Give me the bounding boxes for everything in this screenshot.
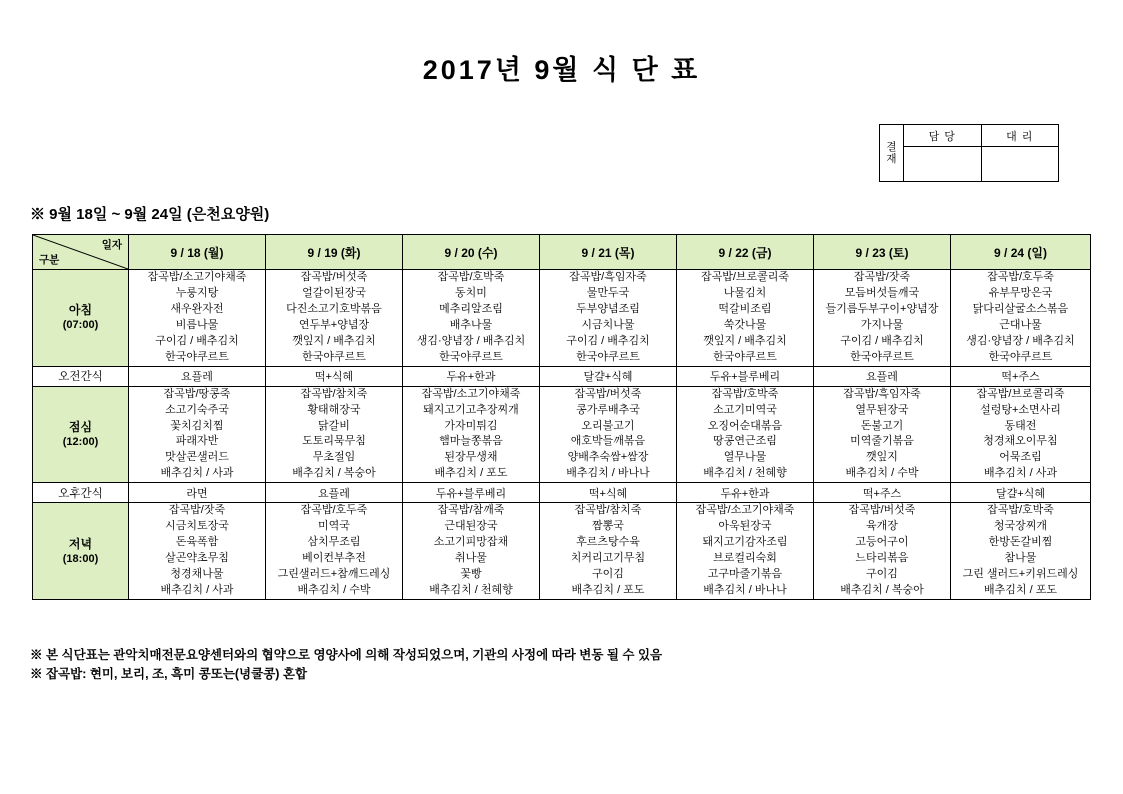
meal-cell-breakfast-2 — [266, 270, 403, 367]
row-label-lunch-name: 점심 — [68, 419, 93, 434]
row-label-breakfast-name: 아침 — [68, 303, 93, 318]
menu-item: 돼지고기감자조림 — [702, 536, 788, 549]
snack-cell-morning-4: 달걀+식혜 — [540, 366, 677, 386]
menu-item: 배추김치 / 포도 — [984, 583, 1057, 596]
menu-item: 새우완자전 — [170, 302, 224, 315]
menu-item: 잡곡밥/브로콜리죽 — [976, 387, 1065, 400]
menu-item: 들기름두부구이+양념장 — [825, 302, 939, 315]
menu-item: 잡곡밥/소고기야채죽 — [147, 271, 247, 283]
menu-item: 배추김치 / 포도 — [571, 583, 645, 596]
weekly-menu-table — [32, 234, 1091, 600]
menu-item: 시금치나물 — [581, 318, 635, 331]
menu-item: 가자미튀김 — [444, 419, 498, 432]
menu-item: 물만두국 — [586, 286, 630, 299]
menu-item: 다진소고기호박볶음 — [286, 302, 382, 315]
menu-item: 잡곡밥/땅콩죽 — [163, 387, 231, 400]
table-corner-cell — [33, 235, 129, 270]
row-label-dinner-name: 저녁 — [68, 536, 93, 551]
menu-item: 한국야쿠르트 — [439, 350, 503, 363]
meal-cell-breakfast-3 — [403, 270, 540, 367]
menu-item: 열무된장국 — [855, 403, 909, 416]
menu-item: 한국야쿠르트 — [302, 350, 366, 363]
approval-column-deputy — [981, 125, 1059, 181]
menu-item: 치커리고기무침 — [570, 552, 646, 565]
menu-item: 느타리볶음 — [855, 552, 909, 565]
menu-item: 동치미 — [455, 286, 487, 299]
menu-item: 맛살콘샐러드 — [165, 451, 229, 464]
menu-item: 그린샐러드+참깨드레싱 — [277, 568, 391, 580]
menu-item: 배추김치 / 바나나 — [703, 583, 787, 596]
snack-cell-afternoon-4: 떡+식혜 — [540, 483, 677, 503]
meal-cell-lunch-1 — [129, 386, 266, 483]
menu-item: 배추김치 / 사과 — [160, 467, 234, 480]
menu-item: 잡곡밥/호두죽 — [987, 271, 1054, 283]
menu-item: 모듬버섯들깨국 — [844, 286, 920, 299]
menu-item: 배추김치 / 복숭아 — [840, 583, 924, 596]
menu-item: 잡곡밥/잣죽 — [168, 504, 226, 517]
menu-item: 배추김치 / 수박 — [297, 583, 371, 596]
menu-item: 근대된장국 — [444, 520, 498, 533]
date-range-subtitle: ※ 9월 18일 ~ 9월 24일 (은천요양원) — [30, 206, 270, 223]
menu-item: 닭다리살굴소스볶음 — [972, 302, 1069, 315]
menu-item: 그린 샐러드+키위드레싱 — [962, 568, 1079, 580]
menu-item: 청경채나물 — [170, 568, 224, 580]
snack-cell-morning-2: 떡+식혜 — [266, 366, 403, 386]
footnote-2: ※ 잡곡밥: 현미, 보리, 조, 흑미 콩또는(녕쿨콩) 혼합 — [30, 667, 308, 682]
menu-item: 콩가루배추국 — [576, 403, 640, 416]
menu-item: 떡갈비조림 — [718, 302, 772, 315]
approval-vertical-label — [880, 125, 904, 181]
menu-item: 잡곡밥/소고기야채죽 — [695, 504, 795, 517]
menu-item: 배추나물 — [449, 318, 493, 331]
menu-item: 가지나물 — [860, 318, 904, 331]
menu-item: 잡곡밥/버섯죽 — [574, 387, 642, 400]
menu-item: 열무나물 — [723, 451, 767, 464]
menu-item: 연두부+양념장 — [298, 318, 370, 331]
menu-item: 잡곡밥/참치죽 — [300, 387, 368, 400]
corner-date-label: 일자 — [101, 239, 122, 251]
menu-item: 배추김치 / 사과 — [160, 583, 234, 596]
menu-item: 잡곡밥/브로콜리죽 — [700, 271, 790, 283]
menu-item: 햄마늘쫑볶음 — [439, 435, 503, 448]
menu-item: 잡곡밥/흑임자죽 — [843, 387, 921, 400]
approval-header-manager: 담 당 — [904, 125, 981, 147]
table-row-lunch — [33, 386, 1091, 483]
menu-item: 깻잎지 / 배추김치 — [703, 334, 787, 347]
menu-item: 소고기숙주국 — [165, 403, 229, 416]
snack-cell-morning-6: 요플레 — [814, 366, 951, 386]
meal-cell-dinner-3 — [403, 503, 540, 600]
approval-signature-manager — [904, 147, 981, 181]
snack-cell-morning-1: 요플레 — [129, 366, 266, 386]
menu-item: 참나물 — [1004, 552, 1037, 565]
menu-item: 고등어구이 — [855, 536, 909, 549]
approval-label-char-2: 재 — [886, 153, 897, 165]
menu-item: 구이김 / 배추김치 — [155, 334, 239, 347]
menu-item: 한방돈갈비찜 — [988, 536, 1053, 549]
menu-item: 배추김치 / 수박 — [845, 467, 919, 480]
menu-item: 짬뽕국 — [592, 520, 624, 533]
meal-cell-breakfast-6 — [814, 270, 951, 367]
menu-item: 배추김치 / 천혜향 — [703, 467, 787, 480]
menu-item: 닭갈비 — [318, 419, 350, 432]
menu-item: 후르츠탕수육 — [576, 536, 640, 549]
menu-item: 꽃치김치찜 — [170, 419, 224, 432]
menu-item: 깻잎지 — [866, 451, 898, 464]
meal-cell-breakfast-4 — [540, 270, 677, 367]
menu-item: 파래자반 — [175, 435, 219, 448]
menu-item: 잡곡밥/버섯죽 — [300, 271, 368, 283]
menu-item: 소고기피망잡채 — [433, 536, 509, 549]
menu-item: 잡곡밥/호박죽 — [437, 271, 505, 283]
menu-item: 브로컬리숙회 — [713, 552, 777, 565]
day-header-7: 9 / 24 (일) — [951, 235, 1091, 270]
menu-item: 잡곡밥/잣죽 — [853, 271, 911, 283]
menu-item: 도토리묵무침 — [302, 435, 366, 448]
meal-cell-lunch-7 — [951, 386, 1091, 483]
menu-item: 돈육폭함 — [175, 536, 219, 549]
menu-item: 아욱된장국 — [718, 520, 772, 533]
day-header-2: 9 / 19 (화) — [266, 235, 403, 270]
menu-item: 시금치토장국 — [165, 520, 229, 533]
table-row-morning-snack — [33, 366, 1091, 386]
menu-item: 어묵조림 — [999, 451, 1042, 464]
menu-item: 양배추숙쌈+쌈장 — [567, 451, 649, 464]
approval-label-char-1: 결 — [886, 140, 897, 153]
menu-item: 돼지고기고추장찌개 — [423, 403, 519, 416]
meal-cell-dinner-1 — [129, 503, 266, 600]
meal-cell-dinner-7 — [951, 503, 1091, 600]
day-header-1: 9 / 18 (월) — [129, 235, 266, 270]
row-label-dinner-time: (18:00) — [62, 552, 99, 565]
menu-item: 잡곡밥/흑임자죽 — [569, 271, 647, 283]
menu-item: 유부무망은국 — [988, 286, 1053, 299]
meal-cell-lunch-4 — [540, 386, 677, 483]
menu-item: 두부양념조림 — [576, 302, 640, 315]
meal-cell-lunch-3 — [403, 386, 540, 483]
approval-column-manager — [904, 125, 981, 181]
meal-cell-breakfast-1 — [129, 270, 266, 367]
menu-item: 한국야쿠르트 — [713, 350, 777, 363]
menu-item: 배추김치 / 사과 — [984, 467, 1057, 480]
menu-item: 무초절임 — [312, 451, 356, 464]
meal-cell-breakfast-5 — [677, 270, 814, 367]
meal-cell-dinner-5 — [677, 503, 814, 600]
approval-signature-deputy — [982, 147, 1059, 181]
menu-item: 한국야쿠르트 — [165, 350, 229, 363]
menu-item: 구이김 / 배추김치 — [566, 334, 650, 347]
menu-item: 청국장찌개 — [993, 520, 1048, 533]
meal-cell-dinner-4 — [540, 503, 677, 600]
meal-cell-lunch-6 — [814, 386, 951, 483]
menu-item: 된장무생채 — [444, 451, 498, 464]
menu-item: 생김·양념장 / 배추김치 — [416, 334, 526, 347]
menu-item: 한국야쿠르트 — [988, 350, 1053, 363]
menu-item: 황태해장국 — [307, 403, 361, 416]
menu-item: 애호박들깨볶음 — [570, 435, 646, 448]
row-label-breakfast-time: (07:00) — [62, 319, 99, 332]
menu-item: 미역줄기볶음 — [850, 435, 914, 448]
row-label-breakfast — [33, 270, 129, 367]
menu-item: 배추김치 / 복숭아 — [292, 467, 376, 480]
menu-item: 오징어순대볶음 — [707, 419, 783, 432]
menu-item: 베이컨부추전 — [302, 552, 366, 565]
table-row-afternoon-snack — [33, 483, 1091, 503]
meal-cell-lunch-5 — [677, 386, 814, 483]
menu-item: 구이김 — [866, 568, 898, 580]
menu-item: 비름나물 — [175, 318, 219, 331]
menu-item: 삼치무조림 — [307, 536, 361, 549]
menu-item: 고구마줄기볶음 — [707, 568, 783, 580]
menu-item: 취나물 — [455, 552, 487, 565]
page-title: 2017년 9월 식 단 표 — [422, 55, 701, 85]
day-header-5: 9 / 22 (금) — [677, 235, 814, 270]
menu-item: 잡곡밥/버섯죽 — [848, 504, 916, 517]
menu-item: 나물김치 — [723, 286, 767, 299]
menu-item: 구이김 — [592, 568, 624, 580]
menu-item: 얼갈이된장국 — [302, 286, 366, 299]
day-header-3: 9 / 20 (수) — [403, 235, 540, 270]
menu-item: 미역국 — [318, 520, 350, 533]
menu-item: 생김·양념장 / 배추김치 — [966, 334, 1075, 347]
menu-item: 잡곡밥/참치죽 — [574, 504, 642, 517]
menu-item: 구이김 / 배추김치 — [840, 334, 924, 347]
day-header-6: 9 / 23 (토) — [814, 235, 951, 270]
approval-stamp-box — [879, 124, 1059, 182]
menu-item: 한국야쿠르트 — [576, 350, 640, 363]
menu-item: 배추김치 / 천혜향 — [429, 583, 513, 596]
menu-item: 깻잎지 / 배추김치 — [292, 334, 376, 347]
menu-item: 청경채오이무침 — [983, 435, 1058, 448]
menu-item: 잡곡밥/참깨죽 — [437, 504, 505, 517]
menu-item: 잡곡밥/호박죽 — [987, 504, 1054, 517]
snack-cell-afternoon-3: 두유+블루베리 — [403, 483, 540, 503]
snack-cell-morning-5: 두유+블루베리 — [677, 366, 814, 386]
snack-cell-afternoon-5: 두유+한과 — [677, 483, 814, 503]
menu-item: 설렁탕+소면사리 — [980, 403, 1061, 416]
menu-item: 잡곡밥/호박죽 — [711, 387, 779, 400]
menu-item: 쑥갓나물 — [723, 318, 767, 331]
meal-cell-breakfast-7 — [951, 270, 1091, 367]
corner-division-label: 구분 — [39, 254, 60, 266]
menu-item: 땅콩연근조림 — [713, 435, 777, 448]
row-label-dinner — [33, 503, 129, 600]
approval-header-deputy: 대 리 — [982, 125, 1059, 147]
snack-cell-afternoon-1: 라면 — [129, 483, 266, 503]
meal-cell-dinner-2 — [266, 503, 403, 600]
menu-item: 육개장 — [866, 520, 898, 533]
row-label-lunch — [33, 386, 129, 483]
table-header-row — [33, 235, 1091, 270]
menu-item: 메추리알조림 — [439, 302, 503, 315]
menu-item: 소고기미역국 — [713, 403, 777, 416]
menu-item: 돈불고기 — [860, 419, 904, 432]
approval-columns — [904, 125, 1058, 181]
menu-item: 배추김치 / 포도 — [434, 467, 508, 480]
footnote-1: ※ 본 식단표는 관악치매전문요양센터와의 협약으로 영양사에 의해 작성되었으며, 기관의 사정에 따라 변동 될 수 있음 — [30, 648, 663, 662]
menu-item: 누룽지탕 — [175, 286, 219, 299]
menu-item: 동태전 — [1004, 419, 1037, 432]
meal-cell-lunch-2 — [266, 386, 403, 483]
menu-item: 한국야쿠르트 — [850, 350, 914, 363]
snack-cell-afternoon-2: 요플레 — [266, 483, 403, 503]
snack-cell-morning-3: 두유+한과 — [403, 366, 540, 386]
snack-cell-afternoon-7: 달걀+식혜 — [951, 483, 1091, 503]
menu-item: 근대나물 — [999, 318, 1042, 331]
menu-item: 잡곡밥/소고기야채죽 — [421, 387, 521, 400]
menu-item: 잡곡밥/호두죽 — [300, 504, 368, 517]
menu-item: 배추김치 / 바나나 — [566, 467, 650, 480]
row-label-lunch-time: (12:00) — [62, 436, 99, 449]
snack-cell-morning-7: 떡+주스 — [951, 366, 1091, 386]
table-row-breakfast — [33, 270, 1091, 367]
meal-cell-dinner-6 — [814, 503, 951, 600]
snack-cell-afternoon-6: 떡+주스 — [814, 483, 951, 503]
row-label-morning-snack: 오전간식 — [33, 366, 129, 386]
menu-item: 꽃빵 — [460, 568, 482, 580]
day-header-4: 9 / 21 (목) — [540, 235, 677, 270]
menu-item: 오리불고기 — [581, 419, 635, 432]
footnotes — [30, 646, 662, 685]
menu-item: 살곤약초무침 — [165, 552, 229, 565]
row-label-afternoon-snack: 오후간식 — [33, 483, 129, 503]
table-row-dinner — [33, 503, 1091, 600]
